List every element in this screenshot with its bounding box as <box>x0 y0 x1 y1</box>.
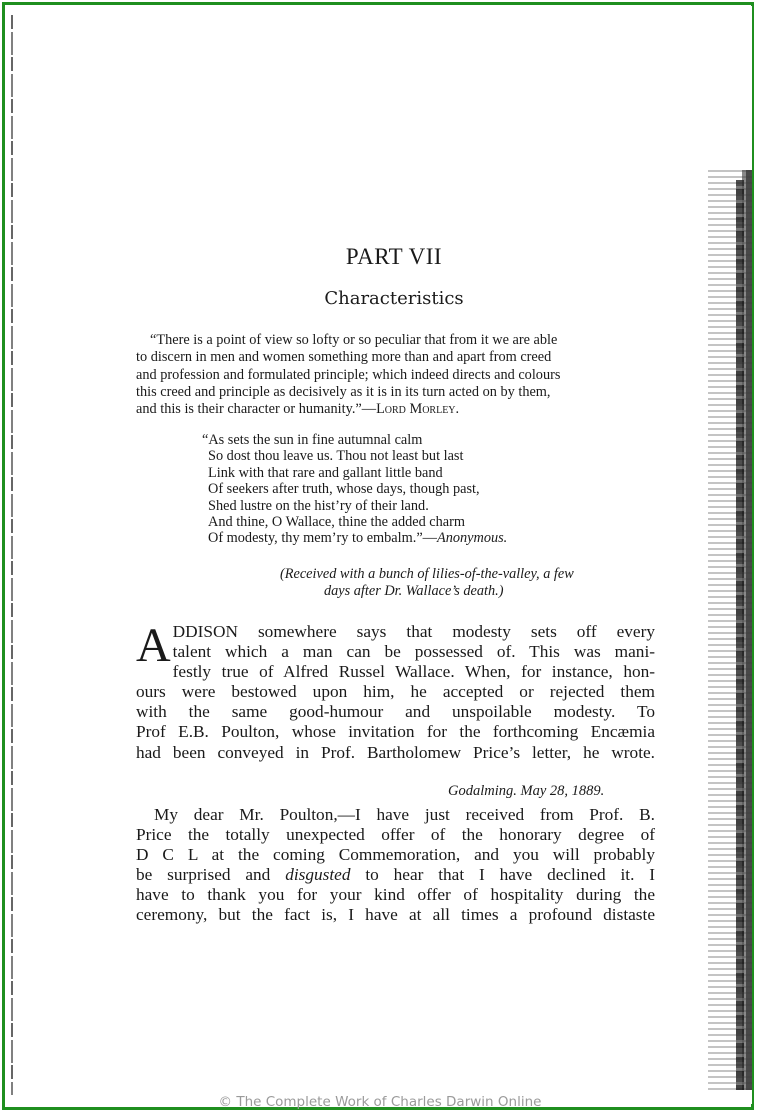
drop-cap: A <box>136 619 171 672</box>
right-scan-edge-shadow <box>736 180 744 1090</box>
letter-line: Price the totally unexpected offer of the honorary degree of <box>136 825 655 845</box>
epigraph-line: this creed and principle as decisively as it is in its turn acted on by them, <box>136 383 551 400</box>
poem-line: Of seekers after truth, whose days, though past, <box>208 481 480 498</box>
poem-line: So dost thou leave us. Thou not least but last <box>208 448 464 465</box>
letter-line: have to thank you for your kind offer of hospitality during the <box>136 885 655 905</box>
poem-note <box>280 566 660 599</box>
copyright-footer: © The Complete Work of Charles Darwin Online <box>218 1094 542 1110</box>
note-line: days after Dr. Wallace’s death.) <box>324 582 504 599</box>
poem-line: “As sets the sun in fine autumnal calm <box>202 432 423 448</box>
epigraph <box>136 332 655 418</box>
paragraph-line: DDISON somewhere says that modesty sets off every <box>172 622 655 641</box>
scanned-page <box>6 6 752 1104</box>
poem <box>202 432 602 547</box>
paragraph-line: talent which a man can be possessed of. This was mani- <box>172 642 655 662</box>
poem-attribution: Anonymous. <box>436 530 508 547</box>
letter-line: be surprised and disgusted to hear that I have declined it. I <box>136 865 656 885</box>
letter-line: ceremony, but the fact is, I have at all times a profound distaste <box>136 905 655 925</box>
epigraph-line: and profession and formulated principle; which indeed directs and colours <box>136 366 561 383</box>
poem-line: Of modesty, thy mem’ry to embalm.”—Anonymous. <box>208 530 508 547</box>
epigraph-line: “There is a point of view so lofty or so peculiar that from it we are able <box>150 332 558 348</box>
paragraph-line: ours were bestowed upon him, he accepted or rejected them <box>136 682 655 702</box>
epigraph-line: to discern in men and women something more than and apart from creed <box>136 349 552 366</box>
chapter-title: Characteristics <box>324 288 464 309</box>
paragraph-line: festly true of Alfred Russel Wallace. When, for instance, hon- <box>172 662 655 682</box>
letter-dateline: Godalming. May 28, 1889. <box>448 783 605 799</box>
epigraph-attribution: Lord Morley. <box>376 401 460 418</box>
letter-line: D C L at the coming Commemoration, and you will probably <box>136 845 655 865</box>
left-scan-edge <box>11 15 13 1095</box>
poem-line: And thine, O Wallace, thine the added charm <box>208 514 466 531</box>
poem-line: Link with that rare and gallant little band <box>208 464 443 481</box>
note-line: (Received with a bunch of lilies-of-the-valley, a few <box>280 566 574 582</box>
paragraph-addison <box>136 619 655 763</box>
letter-body <box>136 805 655 926</box>
paragraph-line: Prof E.B. Poulton, whose invitation for the forthcoming Encæmia <box>136 722 655 742</box>
letter-line: My dear Mr. Poulton,—I have just received from Prof. B. <box>154 805 655 824</box>
part-title: PART VII <box>345 244 443 269</box>
paragraph-line: had been conveyed in Prof. Bartholomew Price’s letter, he wrote. <box>136 742 655 762</box>
paragraph-line: with the same good-humour and unspoilable modesty. To <box>136 702 655 722</box>
poem-line: Shed lustre on the hist’ry of their land. <box>208 497 429 514</box>
epigraph-line: and this is their character or humanity.”—Lord Morley. <box>136 401 460 418</box>
